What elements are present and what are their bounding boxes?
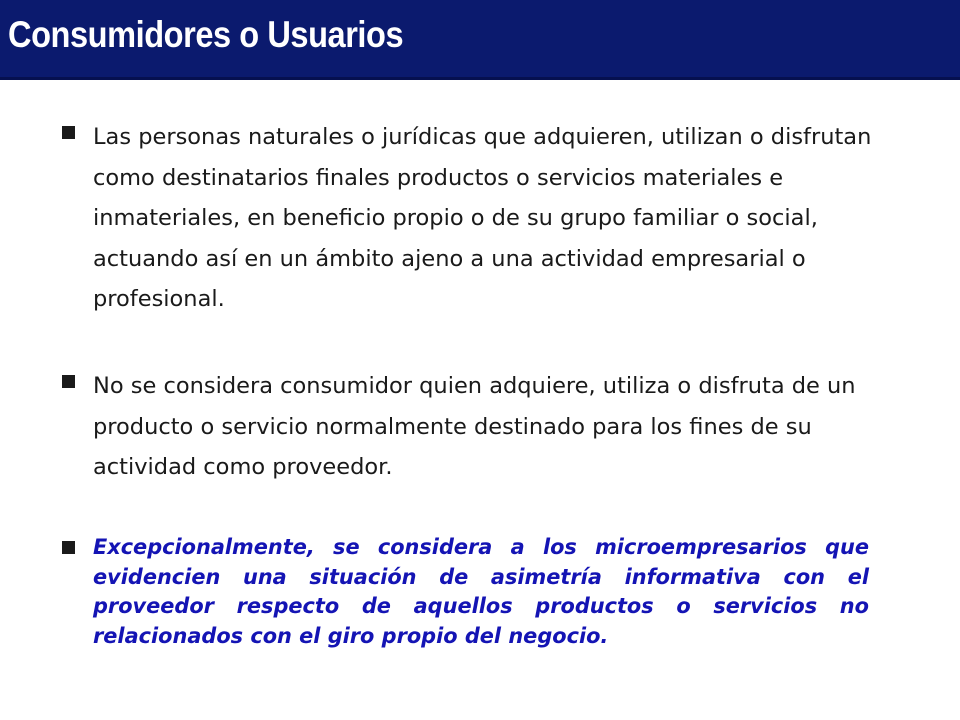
bullet-text: Las personas naturales o jurídicas que adquieren, utilizan o disfrutan como destinatarios finales productos o servicios materiales e inmateriales, en beneficio propio o de su grupo familiar o social, actuando así en un ámbito ajeno a una actividad empresarial o profesional. <box>93 124 872 312</box>
bullet-text-emphasis: Excepcionalmente, se considera a los microempresarios que evidencien una situación de asimetría informativa con el proveedor respecto de aquellos productos o servicios no relacionados con el giro propio del negocio. <box>93 535 869 649</box>
square-bullet-icon <box>62 541 75 554</box>
bullet-text: No se considera consumidor quien adquiere, utiliza o disfruta de un producto o servicio normalmente destinado para los fines de su actividad como proveedor. <box>93 373 856 480</box>
slide-title: Consumidores o Usuarios <box>8 14 404 55</box>
square-bullet-icon <box>62 375 75 388</box>
square-bullet-icon <box>62 126 75 139</box>
title-bar <box>0 0 960 80</box>
